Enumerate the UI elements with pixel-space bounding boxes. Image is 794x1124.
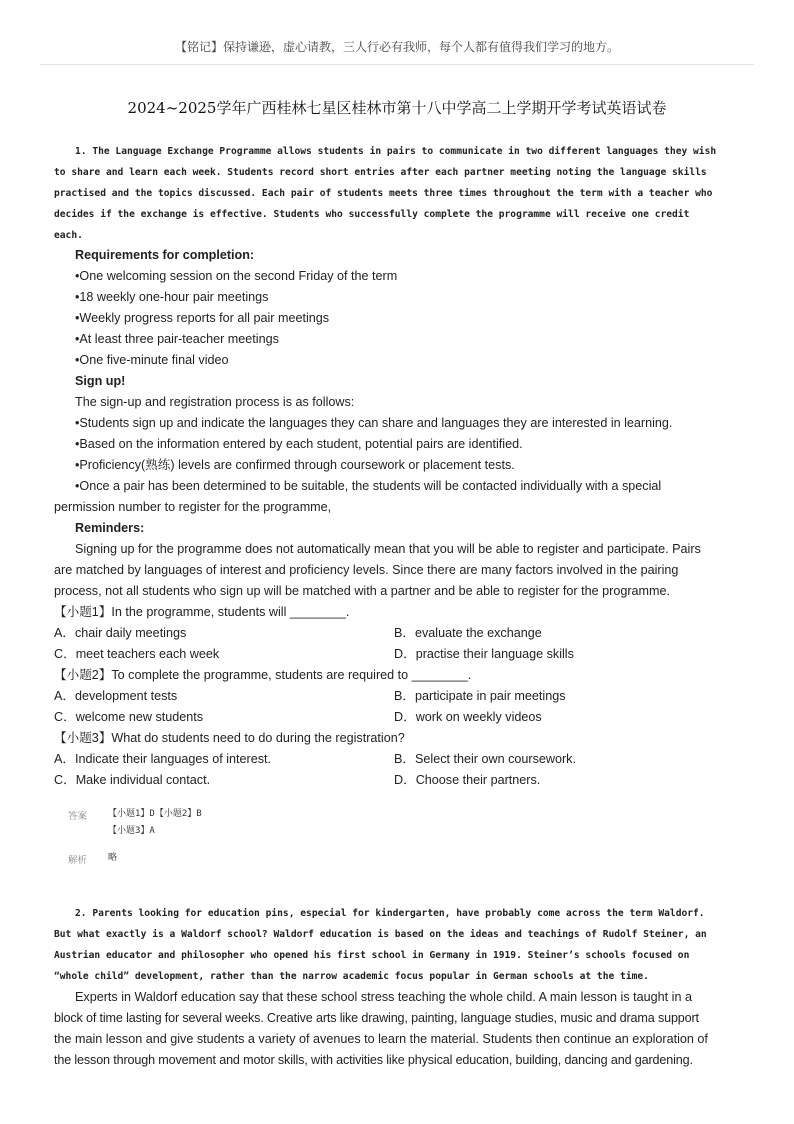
text-line: But what exactly is a Waldorf school? Waldorf education is based on the ideas and teachings of Rudolf Steiner, an [54, 929, 707, 940]
option-b[interactable]: B．Select their own coursework. [394, 752, 576, 766]
requirements-heading: Requirements for completion: [75, 248, 255, 262]
text-line: each. [54, 230, 83, 241]
page-title: 2024~2025学年广西桂林七星区桂林市第十八中学高二上学期开学考试英语试卷 [127, 99, 667, 117]
subquestion-2-options-row1 [54, 686, 744, 707]
answer-text [108, 806, 202, 840]
option-b[interactable]: B．evaluate the exchange [394, 626, 542, 640]
text-line: the main lesson and give students a variety of avenues to learn the material. Students then continue an exploration of [54, 1032, 708, 1046]
q1-passage-intro [54, 141, 744, 246]
signup-step: •Students sign up and indicate the languages they can share and languages they are interested in learning. [75, 416, 673, 430]
subquestion-2-options-row2 [54, 707, 744, 728]
subquestion-3-options-row1 [54, 749, 744, 770]
subquestion-2-stem: 【小题2】To complete the programme, students are required to ________. [54, 668, 472, 682]
reminders-heading: Reminders: [75, 521, 145, 535]
q2-passage-intro [54, 903, 744, 987]
signup-step: •Once a pair has been determined to be suitable, the students will be contacted individually with a special [75, 479, 662, 493]
q2-passage-body [54, 987, 754, 1071]
option-a[interactable]: A．Indicate their languages of interest. [54, 752, 272, 766]
text-line: practised and the topics discussed. Each pair of students meets three times throughout the term with a teacher who [54, 188, 713, 199]
option-b[interactable]: B．participate in pair meetings [394, 689, 566, 703]
signup-heading: Sign up! [75, 374, 126, 388]
option-a[interactable]: A．chair daily meetings [54, 626, 187, 640]
subquestion-1-options-row1 [54, 623, 744, 644]
option-a[interactable]: A．development tests [54, 689, 178, 703]
signup-step-continued: permission number to register for the programme, [54, 500, 332, 514]
subquestion-1-options-row2 [54, 644, 744, 665]
text-line: decides if the exchange is effective. Students who successfully complete the programme will receive one credit [54, 209, 690, 220]
text-line: block of time lasting for several weeks. Creative arts like drawing, painting, language studies, music and drama support [54, 1011, 699, 1025]
text-line: Experts in Waldorf education say that these school stress teaching the whole child. A main lesson is taught in a [75, 990, 692, 1004]
subquestion-3-stem: 【小题3】What do students need to do during the registration? [54, 731, 405, 745]
text-line: 1. The Language Exchange Programme allows students in pairs to communicate in two different languages they wish [75, 146, 717, 157]
signup-step: •Based on the information entered by each student, potential pairs are identified. [75, 437, 523, 451]
text-line: 2. Parents looking for education pins, especial for kindergarten, have probably come across the term Waldorf. [75, 908, 705, 919]
analysis-label: 解析 [68, 855, 88, 866]
option-d[interactable]: D．practise their language skills [394, 647, 574, 661]
answer-line: 【小题3】A [108, 826, 155, 836]
text-line: “whole child” development, rather than the narrow academic focus popular in German schools at the time. [54, 971, 649, 982]
q1-passage-body [54, 245, 744, 791]
subquestion-1-stem: 【小题1】In the programme, students will ________. [54, 605, 350, 619]
requirement-item: •Weekly progress reports for all pair meetings [75, 311, 330, 325]
option-c[interactable]: C．meet teachers each week [54, 647, 220, 661]
subquestion-3-options-row2 [54, 770, 744, 791]
requirement-item: •At least three pair-teacher meetings [75, 332, 279, 346]
signup-step: •Proficiency(熟练) levels are confirmed through coursework or placement tests. [75, 458, 515, 472]
header-divider [40, 64, 754, 65]
text-line: to share and learn each week. Students record short entries after each partner meeting noting the language skills [54, 167, 707, 178]
header-motto: 【铭记】保持谦逊，虚心请教，三人行必有我师，每个人都有值得我们学习的地方。 [174, 40, 619, 54]
requirement-item: •18 weekly one-hour pair meetings [75, 290, 269, 304]
requirement-item: •One five-minute final video [75, 353, 229, 367]
answer-label: 答案 [68, 811, 88, 822]
option-d[interactable]: D．Choose their partners. [394, 773, 541, 787]
text-line: Austrian educator and philosopher who opened his first school in Germany in 1919. Steiner’s schools focused on [54, 950, 690, 961]
signup-intro: The sign-up and registration process is as follows: [75, 395, 355, 409]
text-line: the lesson through movement and motor skills, with activities like physical education, building, dancing and gardening. [54, 1053, 693, 1067]
answer-line: 【小题1】D【小题2】B [108, 809, 202, 819]
option-c[interactable]: C．welcome new students [54, 710, 204, 724]
reminders-line: process, not all students who sign up will be matched with a partner and be able to register for the programme. [54, 584, 671, 598]
requirement-item: •One welcoming session on the second Friday of the term [75, 269, 398, 283]
option-c[interactable]: C．Make individual contact. [54, 773, 211, 787]
analysis-text: 略 [108, 853, 118, 863]
option-d[interactable]: D．work on weekly videos [394, 710, 542, 724]
reminders-line: Signing up for the programme does not automatically mean that you will be able to register and participate. Pairs [75, 542, 701, 556]
reminders-line: are matched by languages of interest and proficiency levels. Since there are many factors involved in the pairing [54, 563, 679, 577]
